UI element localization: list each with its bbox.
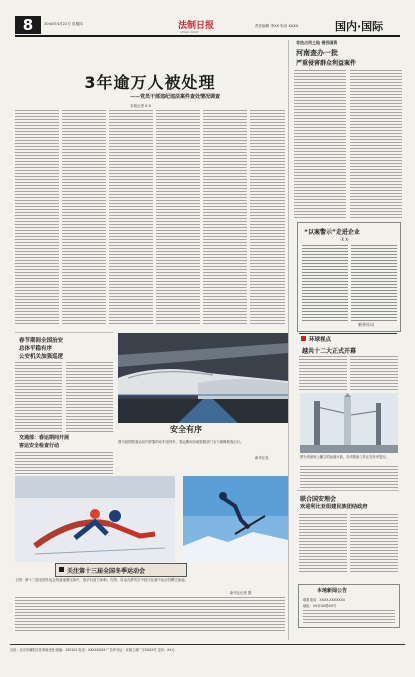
rocket-photo — [300, 393, 398, 453]
right-low-body-1 — [299, 514, 347, 574]
photo-story-caption: 图为某铁路客运站内停靠的动车组列车，春运期间各地铁路部门全力保障旅客出行。 — [118, 440, 244, 444]
footer-text: 社址：北京市朝阳区花家地北里 邮编：100102 电话：XXXXXXXX 广告许可证：京朝工商广字XXXX号 定价：XX元 — [10, 648, 175, 652]
lead-body-col-3 — [109, 110, 153, 325]
photo-story-credit: 新华社发 — [255, 456, 269, 460]
lead-body-col-5 — [203, 110, 247, 325]
boxed-body-1 — [302, 245, 348, 321]
env-column-label: 环球视点 — [309, 337, 332, 343]
left-mid-body-2 — [66, 362, 113, 432]
right-low-title-2: 欢迎利比亚组建民族团结政府 — [300, 504, 368, 510]
issue-date: 2004年4月22日 星期四 — [44, 22, 83, 26]
lead-title: 3年逾万人被处理 — [84, 73, 216, 92]
env-column-marker — [301, 336, 306, 341]
train-photo-illustration — [118, 333, 288, 423]
ski-jump-illustration — [183, 476, 288, 562]
sports-banner — [55, 563, 187, 577]
env-column-header — [299, 333, 397, 344]
column-rule — [288, 40, 289, 640]
left-low-title-2: 客运安全检查行动 — [19, 443, 60, 449]
left-low-article — [15, 432, 115, 476]
speed-skating-illustration — [15, 476, 175, 562]
boxed-footer: 新华社讯 — [358, 322, 374, 327]
lead-byline: 本报记者 X X — [130, 104, 152, 108]
sports-caption: 上图：第十三届全国冬运会短道速滑比赛中，选手们奋力冲刺；右图：自由式滑雪空中技巧比赛中运动员腾空而起。 — [15, 578, 188, 582]
editor-info: 责任编辑 李XX 电话 XXXX — [255, 24, 299, 28]
train-photo — [118, 333, 288, 423]
masthead — [0, 0, 415, 36]
sports-credit: 新华社记者 摄 — [230, 591, 252, 595]
masthead-rule — [15, 35, 400, 37]
left-low-body — [15, 452, 113, 474]
newspaper-brand: 法制日报 — [178, 21, 215, 31]
left-low-title-1: 交通部：春运期间开展 — [19, 435, 70, 441]
left-mid-body-1 — [15, 362, 62, 432]
page-number: 8 — [15, 16, 41, 34]
footer-rule — [10, 644, 405, 645]
boxed-title: “以案警示”走进企业 — [304, 229, 360, 236]
boxed-body-2 — [351, 245, 397, 321]
left-mid-title-2: 总体平稳有序 — [19, 346, 53, 352]
right-low-body-2 — [350, 514, 398, 574]
left-mid-title-1: 春节期间全国治安 — [19, 338, 64, 344]
right-top-title-2: 严重侵害群众利益案件 — [296, 60, 357, 67]
left-mid-article — [15, 332, 115, 432]
lead-subtitle: ——党员干部违纪违法案件查处情况调查 — [129, 94, 220, 100]
rocket-body — [300, 466, 398, 488]
speed-skating-photo — [15, 476, 175, 562]
section-title: 国内·国际 — [335, 20, 384, 33]
ad-box-row-1: 联系电话：XXXX-XXXXXXX — [303, 598, 346, 602]
lead-body-col-2 — [62, 110, 106, 325]
right-top-body-2 — [350, 70, 402, 220]
lead-body-col-1 — [15, 110, 59, 325]
sports-banner-marker — [59, 567, 64, 572]
ad-box-title: 本地新闻公告 — [317, 588, 348, 594]
rocket-caption: 图为发射场上矗立的运载火箭，各项准备工作正在有序进行。 — [300, 455, 390, 459]
env-body-1 — [299, 356, 347, 391]
right-top-title-1: 河南查办一批 — [296, 49, 338, 57]
lead-body-col-4 — [156, 110, 200, 325]
newspaper-brand-sub: LEGAL DAILY — [180, 30, 199, 34]
lead-article — [15, 38, 280, 98]
right-top-kicker: 非法占用土地 侵吞国资 — [296, 40, 338, 45]
right-low-article — [297, 490, 399, 580]
env-body-2 — [350, 356, 398, 391]
right-top-article — [292, 40, 402, 220]
boxed-subtitle: ·X X· — [340, 237, 350, 242]
ski-jump-photo — [183, 476, 288, 562]
ad-box-row-2: 地址：XX市XX路XX号 — [303, 604, 337, 608]
right-low-title-1: 联合国安理会 — [300, 496, 337, 503]
ad-box — [298, 584, 400, 628]
photo-story-title: 安全有序 — [170, 425, 202, 434]
right-low-rule — [297, 490, 399, 491]
lead-body-col-6 — [250, 110, 285, 325]
rocket-illustration — [300, 393, 398, 453]
sports-body-strip — [15, 597, 285, 631]
boxed-article — [297, 222, 401, 332]
left-mid-title-3: 公安机关加强巡逻 — [19, 354, 64, 360]
env-article-title: 越共十二大正式开幕 — [302, 348, 357, 355]
sports-banner-label: 关注第十三届全国冬季运动会 — [67, 568, 146, 575]
left-mid-rule — [15, 332, 113, 333]
right-top-body-1 — [294, 70, 346, 220]
ad-box-body — [303, 610, 395, 624]
